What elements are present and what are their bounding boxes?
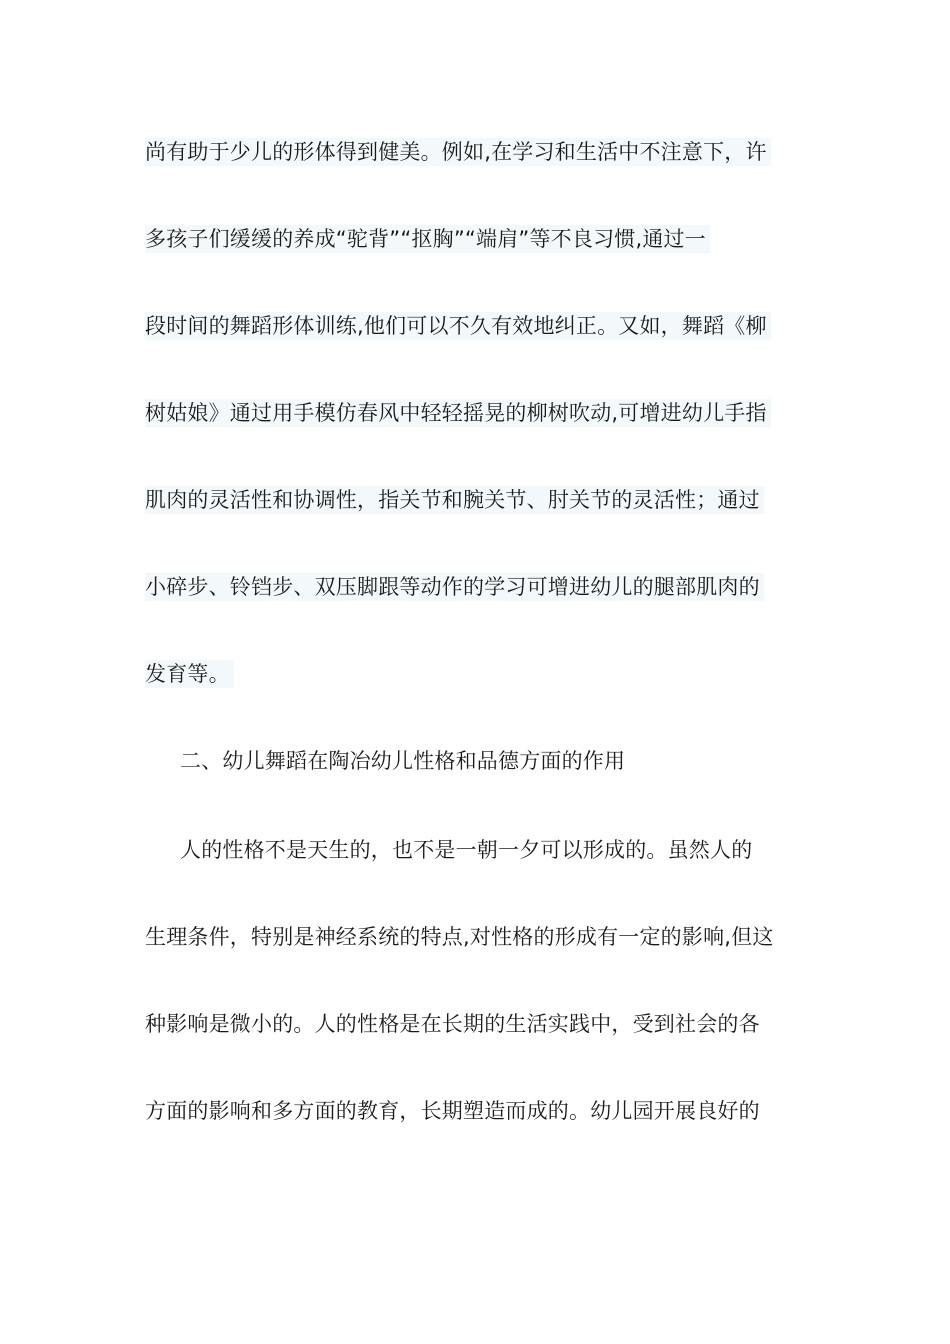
line-text: 尚有助于少儿的形体得到健美。例如,在学习和生活中不注意下，许 bbox=[145, 138, 771, 166]
paragraph-1-line-2 bbox=[145, 223, 710, 255]
line-text: 段时间的舞蹈形体训练,他们可以不久有效地纠正。又如，舞蹈《柳 bbox=[145, 312, 771, 340]
line-text: 发育等。 bbox=[145, 660, 234, 688]
line-text: 人的性格不是天生的，也不是一朝一夕可以形成的。虽然人的 bbox=[180, 838, 753, 862]
line-text: 小碎步、铃铛步、双压脚跟等动作的学习可增进幼儿的腿部肌肉的 bbox=[145, 573, 764, 601]
line-text: 生理条件，特别是神经系统的特点,对性格的形成有一定的影响,但这 bbox=[145, 925, 774, 949]
line-text: 树姑娘》通过用手模仿春风中轻轻摇晃的柳树吹动,可增进幼儿手指 bbox=[145, 399, 771, 427]
paragraph-1-line-5 bbox=[145, 484, 764, 516]
line-text: 种影响是微小的。人的性格是在长期的生活实践中，受到社会的各 bbox=[145, 1012, 760, 1036]
paragraph-2-line-1 bbox=[180, 834, 752, 866]
paragraph-2-line-4 bbox=[145, 1095, 760, 1127]
paragraph-2-line-2 bbox=[145, 921, 774, 953]
paragraph-1-line-3 bbox=[145, 310, 771, 342]
line-text: 多孩子们缓缓的养成“驼背”“抠胸”“端肩”等不良习惯,通过一 bbox=[145, 225, 710, 253]
paragraph-2-line-3 bbox=[145, 1008, 760, 1040]
line-text: 肌肉的灵活性和协调性，指关节和腕关节、肘关节的灵活性；通过 bbox=[145, 486, 764, 514]
paragraph-1-line-1 bbox=[145, 136, 771, 168]
paragraph-1-line-6 bbox=[145, 571, 764, 603]
section-heading-text: 二、幼儿舞蹈在陶冶幼儿性格和品德方面的作用 bbox=[180, 749, 626, 773]
paragraph-1-line-4 bbox=[145, 397, 771, 429]
section-heading bbox=[180, 745, 625, 777]
paragraph-1-line-7 bbox=[145, 658, 234, 690]
line-text: 方面的影响和多方面的教育，长期塑造而成的。幼儿园开展良好的 bbox=[145, 1099, 760, 1123]
